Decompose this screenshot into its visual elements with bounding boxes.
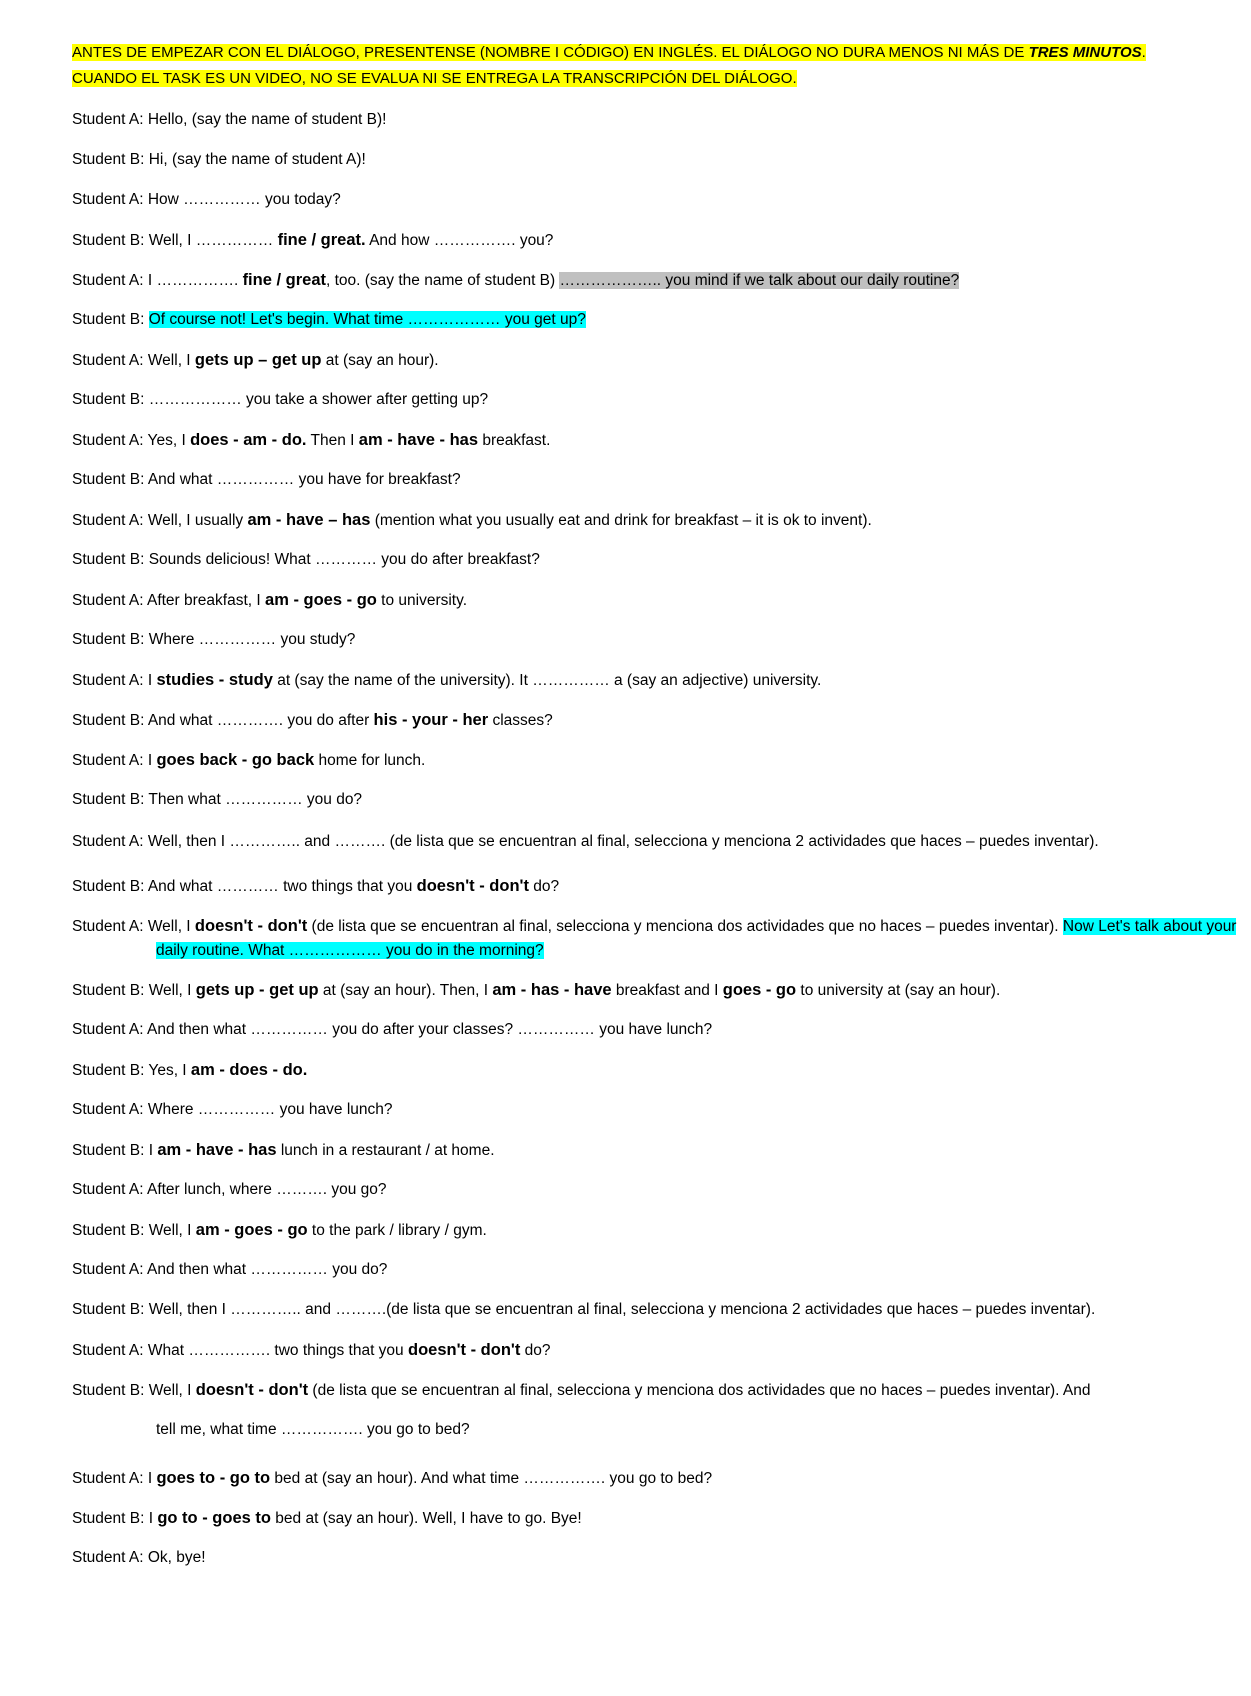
verb-options: gets up – get up bbox=[194, 351, 322, 369]
dialogue-line bbox=[72, 188, 341, 212]
line-text: Student B: ……………… you take a shower after getting up? bbox=[72, 391, 489, 408]
line-text: bed at (say an hour). Well, I have to go. Bye! bbox=[270, 1510, 582, 1527]
dialogue-line bbox=[72, 708, 553, 733]
verb-options: goes back - go back bbox=[156, 751, 315, 769]
verb-options: am - have - has bbox=[358, 431, 479, 449]
highlighted-text: ……………….. you mind if we talk about our daily routine? bbox=[559, 272, 960, 289]
line-text: Student A: I bbox=[72, 672, 157, 689]
dialogue-line bbox=[72, 1378, 1091, 1403]
line-text: Student A: Ok, bye! bbox=[72, 1549, 206, 1566]
verb-options: am - have – has bbox=[247, 511, 371, 529]
line-text: Student B: Well, I bbox=[72, 1222, 196, 1239]
dialogue-line bbox=[72, 1218, 487, 1243]
dialogue-line bbox=[72, 1098, 393, 1122]
dialogue-line bbox=[72, 874, 559, 899]
dialogue-line bbox=[72, 228, 553, 253]
dialogue-line bbox=[72, 268, 959, 293]
line-text: Student B: Sounds delicious! What ………… you do after breakfast? bbox=[72, 551, 540, 568]
verb-options: am - does - do. bbox=[190, 1061, 308, 1079]
dialogue-line bbox=[72, 508, 872, 533]
line-text: Student B: I bbox=[72, 1510, 158, 1527]
dialogue-line bbox=[72, 1178, 386, 1202]
verb-options: goes to - go to bbox=[156, 1469, 271, 1487]
line-text: Student B: Where …………… you study? bbox=[72, 631, 356, 648]
dialogue-line bbox=[72, 388, 488, 412]
dialogue-line bbox=[72, 830, 1099, 854]
line-text: Student A: How …………… you today? bbox=[72, 191, 341, 208]
line-text: Student A: What ……………. two things that you bbox=[72, 1342, 408, 1359]
line-text: Student B: Well, then I ………….. and ……….(de lista que se encuentran al final, selecciona y menciona 2 actividades que haces – puedes inventar). bbox=[72, 1301, 1096, 1318]
dialogue-line bbox=[72, 1506, 582, 1531]
line-text: do? bbox=[520, 1342, 551, 1359]
verb-options: am - goes - go bbox=[195, 1221, 308, 1239]
line-text: do? bbox=[528, 878, 560, 895]
line-text: Student A: After breakfast, I bbox=[72, 592, 266, 609]
line-text: Student A: Well, I usually bbox=[72, 512, 248, 529]
line-text: Student A: I bbox=[72, 752, 157, 769]
verb-options: am - has - have bbox=[492, 981, 612, 999]
line-text: Student A: After lunch, where ………. you go? bbox=[72, 1181, 387, 1198]
dialogue-line bbox=[72, 1298, 1095, 1322]
dialogue-line bbox=[72, 428, 550, 453]
dialogue-line bbox=[72, 1338, 550, 1363]
dialogue-line bbox=[72, 308, 586, 332]
line-text: bed at (say an hour). And what time ……………. you go to bed? bbox=[270, 1470, 713, 1487]
dialogue-line bbox=[72, 1546, 206, 1570]
line-text: Student B: And what ………… two things that you bbox=[72, 878, 417, 895]
line-text: lunch in a restaurant / at home. bbox=[276, 1142, 495, 1159]
dialogue-line bbox=[72, 788, 362, 812]
verb-options: am - have - has bbox=[157, 1141, 277, 1159]
line-text: And how ……………. you? bbox=[365, 232, 554, 249]
line-text: Student A: Hello, (say the name of student B)! bbox=[72, 111, 387, 128]
line-text: Student B: bbox=[72, 311, 149, 328]
line-text: Student A: Well, then I ………….. and ………. (de lista que se encuentran al final, selecciona y menciona 2 actividades que haces – puedes inventar). bbox=[72, 833, 1099, 850]
verb-options: his - your - her bbox=[373, 711, 489, 729]
dialogue-line bbox=[72, 1466, 712, 1491]
line-text: Student B: Then what …………… you do? bbox=[72, 791, 363, 808]
verb-options: doesn't - don't bbox=[194, 917, 308, 935]
line-text: Student A: Well, I bbox=[72, 352, 195, 369]
verb-options: goes - go bbox=[722, 981, 797, 999]
line-text: Student B: I bbox=[72, 1142, 158, 1159]
dialogue-line bbox=[72, 108, 386, 132]
dialogue-line bbox=[72, 588, 467, 613]
highlighted-text: Now Let's talk about your daily routine. What ……………… you do in the morning? bbox=[156, 918, 1237, 959]
line-text: , too. (say the name of student B) bbox=[326, 272, 560, 289]
line-text: Student B: Well, I bbox=[72, 1382, 196, 1399]
verb-options: go to - goes to bbox=[157, 1509, 271, 1527]
dialogue-line bbox=[72, 468, 461, 492]
dialogue-line bbox=[72, 668, 821, 693]
dialogue-line bbox=[72, 348, 439, 373]
dialogue-line bbox=[72, 1138, 495, 1163]
dialogue-line bbox=[72, 1018, 712, 1042]
line-text: breakfast and I bbox=[611, 982, 723, 999]
instructions-part1: ANTES DE EMPEZAR CON EL DIÁLOGO, PRESENTENSE (NOMBRE I CÓDIGO) EN INGLÉS. EL DIÁLOGO NO DURA MENOS NI MÁS DE bbox=[72, 44, 1029, 61]
line-text: home for lunch. bbox=[314, 752, 426, 769]
line-text: to the park / library / gym. bbox=[307, 1222, 487, 1239]
verb-options: fine / great. bbox=[277, 231, 366, 249]
instructions-text bbox=[72, 44, 1146, 87]
line-text: Student A: I bbox=[72, 1470, 157, 1487]
instructions bbox=[72, 40, 1162, 92]
line-text: Student B: Well, I …………… bbox=[72, 232, 278, 249]
line-text: Student B: And what …………… you have for breakfast? bbox=[72, 471, 461, 488]
line-text: Student A: Where …………… you have lunch? bbox=[72, 1101, 393, 1118]
line-text: Student B: Yes, I bbox=[72, 1062, 191, 1079]
line-text: Student B: And what …………. you do after bbox=[72, 712, 374, 729]
verb-options: am - goes - go bbox=[265, 591, 377, 609]
line-text: (mention what you usually eat and drink for breakfast – it is ok to invent). bbox=[370, 512, 872, 529]
verb-options: gets up - get up bbox=[195, 981, 319, 999]
line-text: at (say an hour). bbox=[321, 352, 439, 369]
instructions-emphasis: TRES MINUTOS bbox=[1028, 44, 1142, 61]
line-text: Student A: I ……………. bbox=[72, 272, 243, 289]
line-text: Then I bbox=[306, 432, 359, 449]
line-text: tell me, what time ……………. you go to bed? bbox=[156, 1421, 470, 1438]
highlighted-text: Of course not! Let's begin. What time ……………… you get up? bbox=[148, 311, 586, 328]
line-text: Student B: Hi, (say the name of student A)! bbox=[72, 151, 366, 168]
verb-options: studies - study bbox=[156, 671, 273, 689]
dialogue-line bbox=[72, 978, 1000, 1003]
line-text: Student A: Yes, I bbox=[72, 432, 191, 449]
dialogue-line bbox=[72, 914, 1251, 963]
instructions-part2: . CUANDO EL TASK ES UN VIDEO, NO SE EVALUA NI SE ENTREGA LA TRANSCRIPCIÓN DEL DIÁLOGO. bbox=[72, 44, 1146, 87]
line-text: to university. bbox=[376, 592, 468, 609]
dialogue-line bbox=[72, 1058, 307, 1083]
verb-options: fine / great bbox=[242, 271, 326, 289]
line-text: Student B: Well, I bbox=[72, 982, 196, 999]
line-text: (de lista que se encuentran al final, selecciona y menciona dos actividades que no haces – puedes inventar). And bbox=[308, 1382, 1091, 1399]
line-text: classes? bbox=[488, 712, 553, 729]
line-text: to university at (say an hour). bbox=[796, 982, 1001, 999]
dialogue-line-continuation bbox=[156, 1418, 470, 1442]
dialogue-line bbox=[72, 148, 366, 172]
verb-options: doesn't - don't bbox=[416, 877, 529, 895]
verb-options: doesn't - don't bbox=[195, 1381, 309, 1399]
line-text: breakfast. bbox=[478, 432, 551, 449]
dialogue-line bbox=[72, 548, 540, 572]
line-text: Student A: And then what …………… you do? bbox=[72, 1261, 388, 1278]
line-text: Student A: And then what …………… you do after your classes? …………… you have lunch? bbox=[72, 1021, 713, 1038]
line-text: at (say an hour). Then, I bbox=[318, 982, 493, 999]
verb-options: doesn't - don't bbox=[407, 1341, 521, 1359]
dialogue-line bbox=[72, 628, 355, 652]
dialogue-line bbox=[72, 748, 425, 773]
line-text: (de lista que se encuentran al final, selecciona y menciona dos actividades que no haces – puedes inventar). bbox=[307, 918, 1063, 935]
dialogue-line bbox=[72, 1258, 387, 1282]
verb-options: does - am - do. bbox=[190, 431, 307, 449]
line-text: at (say the name of the university). It …………… a (say an adjective) university. bbox=[272, 672, 822, 689]
line-text: Student A: Well, I bbox=[72, 918, 195, 935]
